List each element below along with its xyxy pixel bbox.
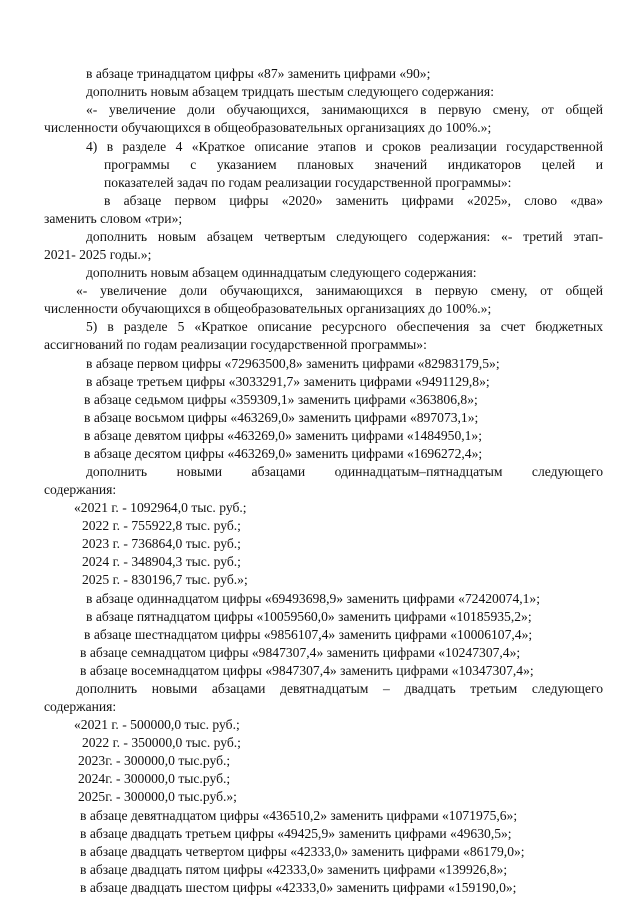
- text-line: программы с указанием плановых значений индикаторов целей и: [104, 157, 603, 172]
- text-line: заменить словом «три»;: [44, 211, 183, 226]
- text-line: в абзаце двадцать четвертом цифры «42333,0» заменить цифрами «86179,0»;: [80, 844, 525, 859]
- text-line: дополнить новыми абзацами одиннадцатым–пятнадцатым следующего: [86, 464, 603, 479]
- text-line: численности обучающихся в общеобразовательных организациях до 100%.»;: [44, 120, 492, 135]
- text-line: в абзаце восьмом цифры «463269,0» заменить цифрами «897073,1»;: [84, 410, 479, 425]
- text-line: 5) в разделе 5 «Краткое описание ресурсного обеспечения за счет бюджетных: [86, 319, 603, 334]
- text-line: в абзаце двадцать третьем цифры «49425,9» заменить цифрами «49630,5»;: [80, 826, 512, 841]
- text-line: численности обучающихся в общеобразовательных организациях до 100%.»;: [44, 301, 492, 316]
- text-line: 2022 г. - 350000,0 тыс. руб.;: [82, 735, 241, 750]
- text-line: 2021- 2025 годы.»;: [44, 247, 152, 262]
- text-line: 2024г. - 300000,0 тыс.руб.;: [78, 771, 231, 786]
- text-line: содержания:: [44, 482, 117, 497]
- text-line: в абзаце двадцать пятом цифры «42333,0» заменить цифрами «139926,8»;: [80, 862, 508, 877]
- text-line: дополнить новым абзацем одиннадцатым следующего содержания:: [86, 265, 477, 280]
- text-line: в абзаце третьем цифры «3033291,7» заменить цифрами «9491129,8»;: [86, 374, 490, 389]
- text-line: дополнить новыми абзацами девятнадцатым – двадцать третьим следующего: [76, 681, 603, 696]
- text-line: в абзаце десятом цифры «463269,0» заменить цифрами «1696272,4»;: [84, 446, 483, 461]
- text-line: 2022 г. - 755922,8 тыс. руб.;: [82, 518, 241, 533]
- text-line: в абзаце одиннадцатом цифры «69493698,9» заменить цифрами «72420074,1»;: [86, 591, 541, 606]
- text-line: в абзаце шестнадцатом цифры «9856107,4» заменить цифрами «10006107,4»;: [84, 627, 533, 642]
- text-line: в абзаце седьмом цифры «359309,1» заменить цифрами «363806,8»;: [84, 392, 478, 407]
- text-line: в абзаце первом цифры «2020» заменить цифрами «2025», слово «два»: [104, 193, 603, 208]
- text-line: 2023 г. - 736864,0 тыс. руб.;: [82, 536, 241, 551]
- text-line: 2024 г. - 348904,3 тыс. руб.;: [82, 554, 241, 569]
- text-line: ассигнований по годам реализации государственной программы»:: [44, 337, 427, 352]
- text-line: в абзаце восемнадцатом цифры «9847307,4» заменить цифрами «10347307,4»;: [80, 663, 534, 678]
- text-line: «- увеличение доли обучающихся, занимающихся в первую смену, от общей: [76, 283, 603, 298]
- text-line: в абзаце двадцать шестом цифры «42333,0» заменить цифрами «159190,0»;: [80, 880, 517, 895]
- text-line: содержания:: [44, 699, 117, 714]
- text-line: 2023г. - 300000,0 тыс.руб.;: [78, 753, 231, 768]
- text-line: в абзаце пятнадцатом цифры «10059560,0» заменить цифрами «10185935,2»;: [86, 609, 532, 624]
- text-line: в абзаце тринадцатом цифры «87» заменить цифрами «90»;: [86, 66, 431, 81]
- text-line: 2025 г. - 830196,7 тыс. руб.»;: [82, 572, 248, 587]
- text-line: «- увеличение доли обучающихся, занимающихся в первую смену, от общей: [86, 102, 603, 117]
- text-line: в абзаце девятом цифры «463269,0» заменить цифрами «1484950,1»;: [84, 428, 483, 443]
- text-line: дополнить новым абзацем четвертым следующего содержания: «- третий этап-: [86, 229, 603, 244]
- text-line: дополнить новым абзацем тридцать шестым следующего содержания:: [86, 84, 494, 99]
- text-line: «2021 г. - 1092964,0 тыс. руб.;: [74, 500, 247, 515]
- text-line: «2021 г. - 500000,0 тыс. руб.;: [74, 717, 240, 732]
- text-line: 2025г. - 300000,0 тыс.руб.»;: [78, 789, 237, 804]
- text-line: в абзаце девятнадцатом цифры «436510,2» заменить цифрами «1071975,6»;: [80, 808, 518, 823]
- text-line: в абзаце семнадцатом цифры «9847307,4» заменить цифрами «10247307,4»;: [80, 645, 521, 660]
- text-line: 4) в разделе 4 «Краткое описание этапов и сроков реализации государственной: [86, 139, 603, 154]
- text-line: в абзаце первом цифры «72963500,8» заменить цифрами «82983179,5»;: [86, 356, 500, 371]
- text-line: показателей задач по годам реализации государственной программы»:: [104, 175, 512, 190]
